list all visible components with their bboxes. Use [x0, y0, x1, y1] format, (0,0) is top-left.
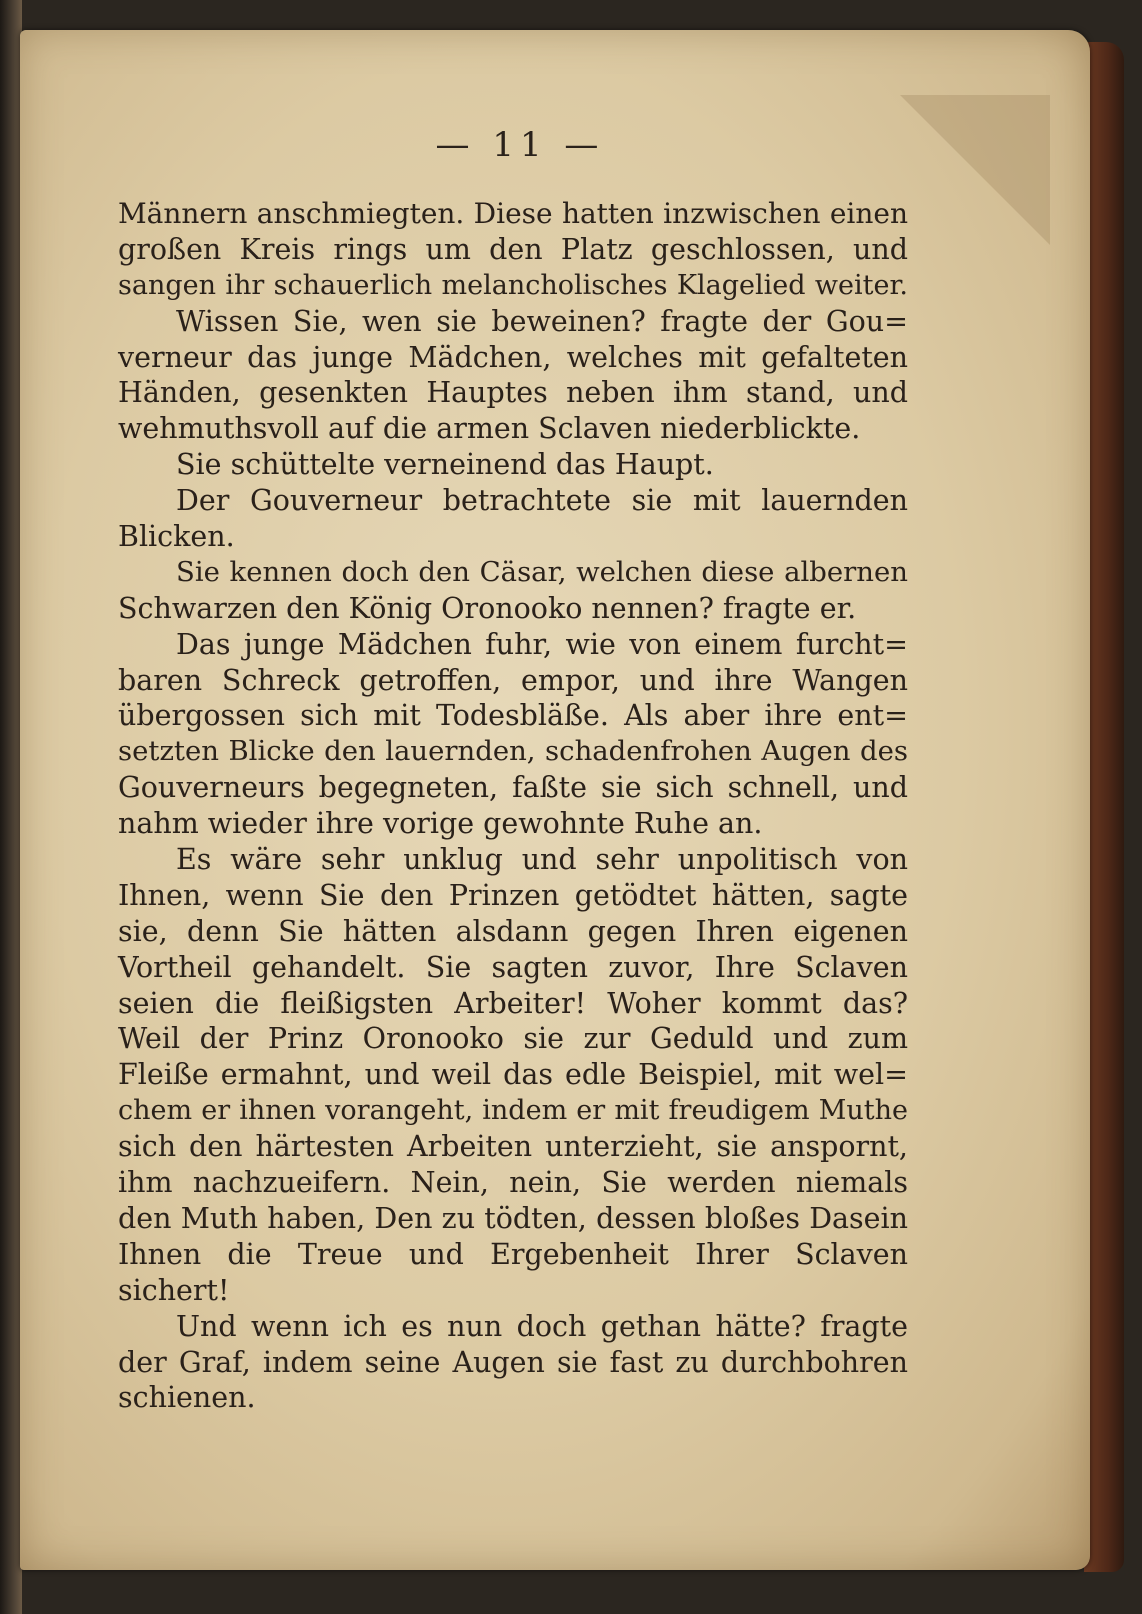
- text-line: Ihnen, wenn Sie den Prinzen getödtet hätten, sagte: [118, 878, 908, 912]
- text-line: seien die fleißigsten Arbeiter! Woher kommt das?: [118, 986, 908, 1020]
- text-line: chem er ihnen vorangeht, indem er mit freudigem Muthe: [118, 1095, 908, 1127]
- text-line: Das junge Mädchen fuhr, wie von einem furcht=: [176, 627, 908, 661]
- text-line: sich den härtesten Arbeiten unterzieht, sie anspornt,: [118, 1130, 908, 1164]
- text-line: Gouverneurs begegneten, faßte sie sich schnell, und: [118, 771, 908, 805]
- text-line: Wissen Sie, wen sie beweinen? fragte der Gou=: [176, 304, 908, 338]
- text-line: Fleiße ermahnt, und weil das edle Beispiel, mit wel=: [118, 1058, 908, 1092]
- text-line: Vortheil gehandelt. Sie sagten zuvor, Ihre Sclaven: [118, 950, 908, 984]
- text-line: schienen.: [118, 1381, 256, 1415]
- text-line: verneur das junge Mädchen, welches mit gefalteten: [118, 340, 908, 374]
- text-line: sangen ihr schauerlich melancholisches Klagelied weiter.: [118, 269, 908, 301]
- text-line: nahm wieder ihre vorige gewohnte Ruhe an.: [118, 807, 763, 841]
- text-line: wehmuthsvoll auf die armen Sclaven niederblickte.: [118, 412, 861, 446]
- text-line: großen Kreis rings um den Platz geschlossen, und: [118, 232, 908, 266]
- text-line: Männern anschmiegten. Diese hatten inzwischen einen: [118, 197, 908, 230]
- body-text: [118, 196, 908, 1416]
- cover-edge: [1084, 42, 1124, 1572]
- book-binding: [0, 0, 22, 1614]
- text-line: setzten Blicke den lauernden, schadenfrohen Augen des: [118, 735, 908, 768]
- text-line: Ihnen die Treue und Ergebenheit Ihrer Sclaven: [118, 1237, 908, 1271]
- text-line: Händen, gesenkten Hauptes neben ihm stand, und: [118, 376, 908, 410]
- text-line: sichert!: [118, 1273, 230, 1307]
- text-line: den Muth haben, Den zu tödten, dessen bloßes Dasein: [118, 1201, 908, 1235]
- text-line: Sie schüttelte verneinend das Haupt.: [176, 448, 714, 482]
- text-line: Es wäre sehr unklug und sehr unpolitisch von: [176, 843, 908, 877]
- text-line: baren Schreck getroffen, empor, und ihre Wangen: [118, 663, 908, 697]
- text-line: Der Gouverneur betrachtete sie mit lauernden: [176, 484, 908, 518]
- text-line: ihm nachzueifern. Nein, nein, Sie werden niemals: [118, 1166, 908, 1200]
- text-line: Sie kennen doch den Cäsar, welchen diese albernen: [176, 555, 908, 588]
- text-line: Schwarzen den König Oronooko nennen? fragte er.: [118, 591, 857, 625]
- text-line: Weil der Prinz Oronooko sie zur Geduld und zum: [118, 1022, 908, 1056]
- text-line: Blicken.: [118, 520, 235, 554]
- text-line: der Graf, indem seine Augen sie fast zu durchbohren: [118, 1345, 908, 1379]
- text-line: sie, denn Sie hätten alsdann gegen Ihren eigenen: [118, 914, 908, 948]
- page-number: — 11 —: [435, 125, 605, 165]
- page-corner-fold: [900, 95, 1050, 245]
- text-line: Und wenn ich es nun doch gethan hätte? fragte: [176, 1309, 908, 1343]
- text-line: übergossen sich mit Todesbläße. Als aber ihre ent=: [118, 699, 908, 733]
